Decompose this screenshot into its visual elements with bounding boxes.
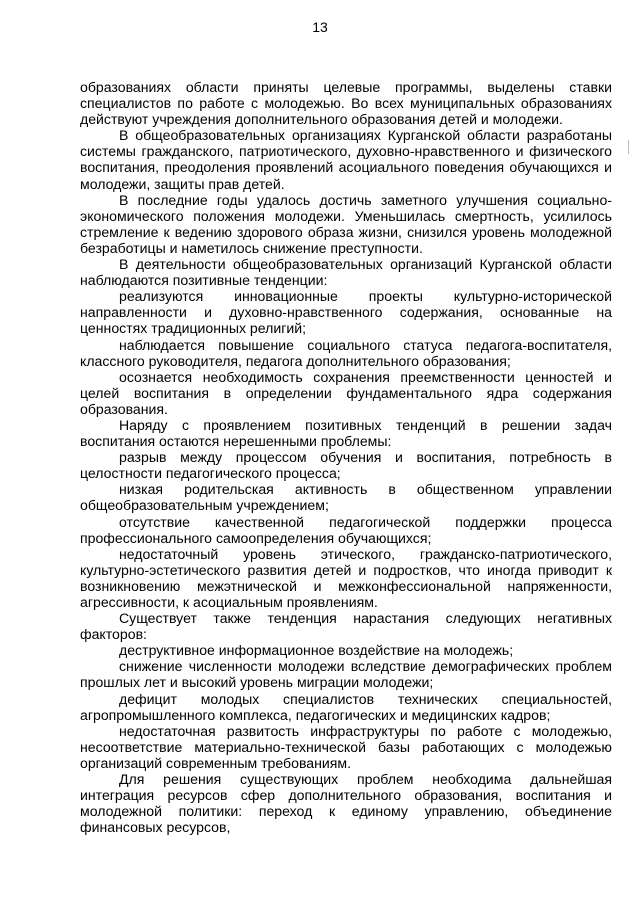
paragraph: образованиях области приняты целевые программы, выделены ставки специалистов по работе с молодежью. Во всех муниципальных образованиях действуют учреждения дополнительного образования детей и молодежи.: [80, 79, 612, 128]
list-item: деструктивное информационное воздействие на молодежь;: [119, 642, 514, 659]
document-body: [80, 79, 612, 835]
paragraph: Для решения существующих проблем необходима дальнейшая интеграция ресурсов сфер дополнительного образования, воспитания и молодежной политики: переход к единому управлению, объединение финансовых ресурсов,: [80, 771, 612, 836]
list-item: отсутствие качественной педагогической поддержки процесса профессионального самоопределения обучающихся;: [80, 513, 612, 546]
list-item: реализуются инновационные проекты культурно-исторической направленности и духовно-нравственного содержания, основанные на ценностях традиционных религий;: [80, 288, 612, 337]
list-item: недостаточный уровень этического, гражданско-патриотического, культурно-эстетического развития детей и подростков, что иногда приводит к возникновению межэтнической и межконфессиональной напряженности, агрессивности, к асоциальным проявлениям.: [80, 545, 612, 610]
paragraph: В общеобразовательных организациях Курганской области разработаны системы гражданского, патриотического, духовно-нравственного и физического воспитания, преодоления проявлений асоциального поведения обучающихся и молодежи, защиты прав детей.: [80, 127, 612, 192]
scan-mark: [628, 140, 629, 154]
list-item: наблюдается повышение социального статуса педагога-воспитателя, классного руководителя, педагога дополнительного образования;: [80, 336, 612, 369]
page-number: 13: [312, 19, 328, 35]
paragraph: Существует также тенденция нарастания следующих негативных факторов:: [80, 610, 612, 643]
list-item: разрыв между процессом обучения и воспитания, потребность в целостности педагогического процесса;: [80, 449, 612, 482]
list-item: дефицит молодых специалистов технических специальностей, агропромышленного комплекса, педагогических и медицинских кадров;: [80, 690, 612, 723]
paragraph: В последние годы удалось достичь заметного улучшения социально-экономического положения молодежи. Уменьшилась смертность, усилилось стремление к ведению здорового образа жизни, снизился уровень молодежной безработицы и наметилось снижение преступности.: [80, 191, 612, 256]
list-item: низкая родительская активность в общественном управлении общеобразовательным учреждением;: [80, 481, 612, 514]
list-item: снижение численности молодежи вследствие демографических проблем прошлых лет и высокий уровень миграции молодежи;: [80, 658, 612, 691]
paragraph: Наряду с проявлением позитивных тенденций в решении задач воспитания остаются нерешенными проблемы:: [80, 416, 612, 450]
list-item: осознается необходимость сохранения преемственности ценностей и целей воспитания в определении фундаментального ядра содержания образования.: [80, 368, 612, 417]
list-item: недостаточная развитость инфраструктуры по работе с молодежью, несоответствие материально-технической базы работающих с молодежью организаций современным требованиям.: [80, 722, 612, 771]
paragraph: В деятельности общеобразовательных организаций Курганской области наблюдаются позитивные тенденции:: [80, 256, 612, 289]
